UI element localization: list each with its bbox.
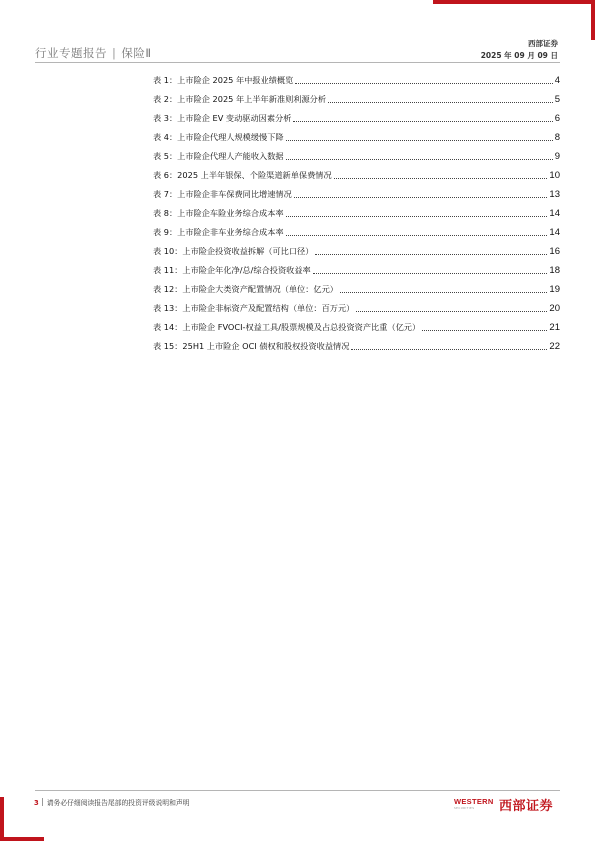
corner-bar-vertical [0, 797, 4, 841]
toc-entry-page: 13 [549, 189, 560, 200]
footer-disclaimer: 请务必仔细阅读报告尾部的投资评级说明和声明 [46, 799, 190, 807]
toc-entry[interactable] [153, 223, 560, 242]
report-type: 行业专题报告 [35, 46, 107, 60]
toc-entry-page: 10 [549, 170, 560, 181]
toc-entry-label: 表 11：上市险企年化净/总/综合投资收益率 [153, 265, 311, 275]
toc-dot-leader [313, 273, 548, 274]
toc-entry-page: 21 [549, 322, 560, 333]
toc-dot-leader [294, 197, 548, 198]
toc-entry[interactable] [153, 204, 560, 223]
toc-entry-label: 表 7：上市险企非车保费同比增速情况 [153, 189, 292, 199]
header-brand: 西部证券 [528, 39, 558, 48]
toc-entry-page: 20 [549, 303, 560, 314]
toc-entry[interactable] [153, 242, 560, 261]
logo-subtitle: SECURITIES [454, 806, 475, 810]
report-date: 2025 年 09 月 09 日 [480, 51, 558, 60]
western-securities-logo [454, 793, 564, 817]
toc-entry-label: 表 9：上市险企非车业务综合成本率 [153, 227, 284, 237]
toc-dot-leader [328, 102, 553, 103]
toc-entry-label: 表 14：上市险企 FVOCI-权益工具/股票规模及占总投资资产比重（亿元） [153, 322, 421, 332]
toc-entry[interactable] [153, 166, 560, 185]
toc-entry-page: 22 [549, 341, 560, 352]
toc-entry[interactable] [153, 261, 560, 280]
footer-divider [35, 790, 560, 791]
toc-dot-leader [351, 349, 547, 350]
toc-entry[interactable] [153, 337, 560, 356]
toc-dot-leader [286, 235, 548, 236]
header-separator: | [112, 46, 117, 60]
toc-dot-leader [295, 83, 552, 84]
toc-entry[interactable] [153, 185, 560, 204]
toc-entry[interactable] [153, 128, 560, 147]
toc-entry[interactable] [153, 71, 560, 90]
toc-entry[interactable] [153, 109, 560, 128]
toc-entry-label: 表 2：上市险企 2025 年上半年新准则利源分析 [153, 94, 327, 104]
corner-bar-horizontal [433, 0, 595, 4]
header-divider [35, 62, 560, 63]
toc-entry-label: 表 8：上市险企车险业务综合成本率 [153, 208, 284, 218]
toc-entry-page: 6 [554, 113, 560, 124]
toc-entry-label: 表 6：2025 上半年银保、个险渠道新单保费情况 [153, 170, 332, 180]
toc-entry-page: 14 [549, 208, 560, 219]
toc-entry-label: 表 15：25H1 上市险企 OCI 债权和股权投资收益情况 [153, 341, 350, 351]
footer-note [34, 797, 189, 807]
toc-entry-label: 表 5：上市险企代理人产能收入数据 [153, 151, 284, 161]
toc-dot-leader [422, 330, 547, 331]
report-category [35, 45, 152, 61]
toc-dot-leader [356, 311, 547, 312]
table-of-contents [153, 71, 560, 356]
logo-chinese: 西部证券 [499, 799, 554, 814]
toc-entry-page: 8 [554, 132, 560, 143]
toc-entry-label: 表 3：上市险企 EV 变动驱动因素分析 [153, 113, 292, 123]
toc-dot-leader [286, 140, 553, 141]
toc-dot-leader [286, 216, 548, 217]
toc-entry-page: 4 [554, 75, 560, 86]
page-number: 3 [34, 799, 39, 807]
toc-entry-label: 表 13：上市险企非标资产及配置结构（单位：百万元） [153, 303, 355, 313]
corner-bar-horizontal [0, 837, 44, 841]
corner-bar-vertical [591, 0, 595, 40]
bottom-left-corner-decoration [0, 797, 44, 841]
toc-entry-page: 14 [549, 227, 560, 238]
toc-entry-page: 19 [549, 284, 560, 295]
toc-dot-leader [315, 254, 547, 255]
toc-entry-label: 表 10：上市险企投资收益拆解（可比口径） [153, 246, 314, 256]
toc-entry-label: 表 4：上市险企代理人规模缓慢下降 [153, 132, 284, 142]
toc-dot-leader [293, 121, 552, 122]
toc-entry[interactable] [153, 90, 560, 109]
toc-dot-leader [286, 159, 553, 160]
header-brand-block [481, 38, 558, 62]
toc-entry-page: 5 [554, 94, 560, 105]
top-right-corner-decoration [433, 0, 595, 40]
logo-english: WESTERN [454, 797, 494, 806]
toc-entry-label: 表 1：上市险企 2025 年中报业绩概览 [153, 75, 294, 85]
toc-entry-page: 18 [549, 265, 560, 276]
toc-entry[interactable] [153, 280, 560, 299]
toc-entry-page: 16 [549, 246, 560, 257]
sector-name: 保险Ⅱ [121, 46, 152, 60]
toc-entry[interactable] [153, 318, 560, 337]
toc-dot-leader [334, 178, 548, 179]
toc-dot-leader [340, 292, 547, 293]
toc-entry[interactable] [153, 299, 560, 318]
toc-entry-page: 9 [554, 151, 560, 162]
toc-entry[interactable] [153, 147, 560, 166]
toc-entry-label: 表 12：上市险企大类资产配置情况（单位：亿元） [153, 284, 338, 294]
